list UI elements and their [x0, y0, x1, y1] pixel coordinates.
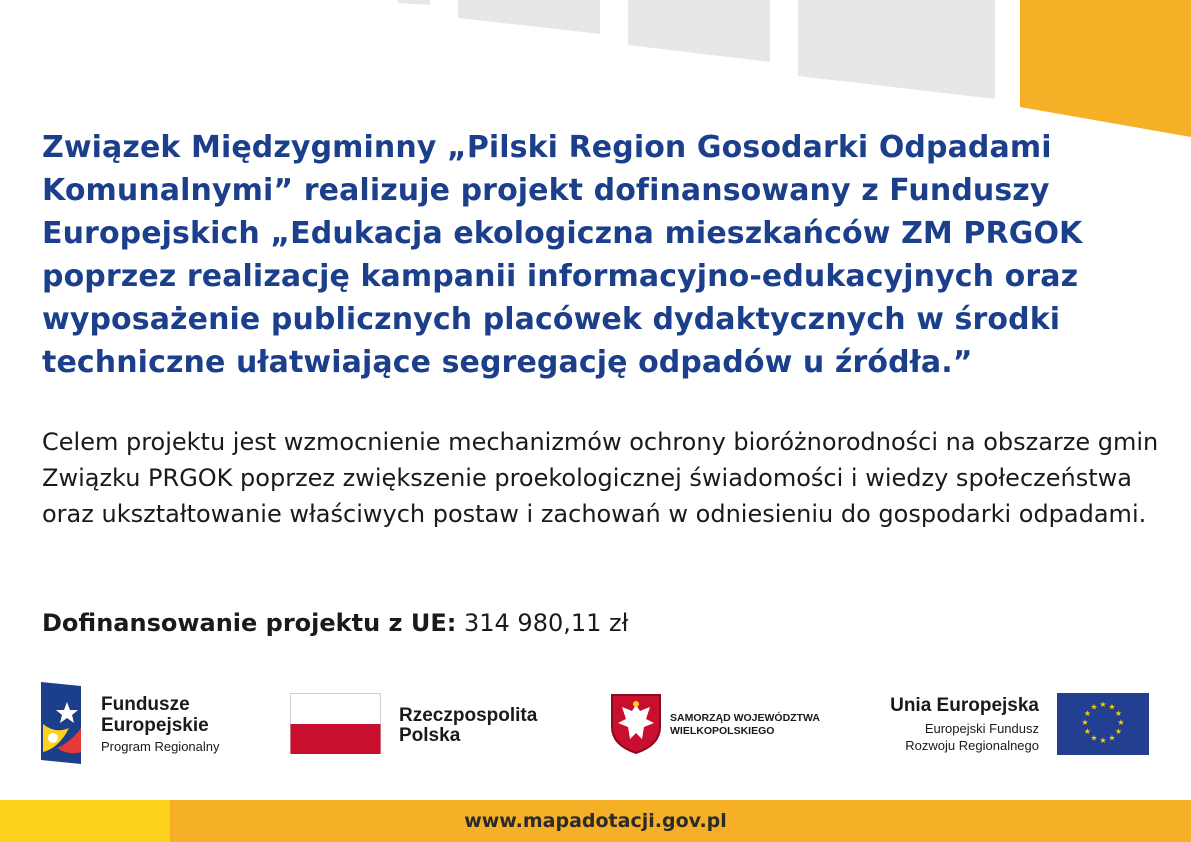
deco-gray-3 [628, 0, 770, 62]
svg-text:★: ★ [1081, 718, 1089, 727]
project-description: Celem projektu jest wzmocnienie mechanizmów ochrony bioróżnorodności na obszarze gmin Związku PRGOK poprzez zwiększenie proekologicznej świadomości i wiedzy społeczeństwa oraz ukształtowanie właściwych postaw i zachowań w odniesieniu do gospodarki odpadami. [42, 428, 1159, 528]
polish-flag-icon [290, 693, 382, 755]
svg-text:★: ★ [1108, 702, 1116, 712]
deco-orange [1020, 0, 1191, 137]
funding-amount: 314 980,11 zł [463, 609, 629, 637]
fe-line1: Fundusze [101, 694, 190, 715]
funding-label: Dofinansowanie projektu z UE: [42, 609, 457, 637]
svg-text:★: ★ [1114, 727, 1123, 736]
fe-emblem-icon [41, 682, 85, 764]
eu-flag-icon [1057, 693, 1149, 755]
rp-line2: Polska [399, 725, 461, 746]
ue-line2: Europejski Fundusz [924, 721, 1039, 736]
ue-line1: Unia Europejska [890, 695, 1039, 716]
svg-text:★: ★ [1083, 727, 1092, 736]
ue-line3: Rozwoju Regionalnego [905, 738, 1039, 753]
wlkp-line2: WIELKOPOLSKIEGO [670, 725, 775, 737]
top-decoration [0, 0, 1191, 140]
svg-text:★: ★ [1083, 709, 1092, 718]
svg-text:★: ★ [1114, 709, 1123, 718]
svg-text:★: ★ [1090, 702, 1098, 712]
svg-text:★: ★ [1090, 733, 1098, 743]
wlkp-line1: SAMORZĄD WOJEWÓDZTWA [670, 712, 820, 724]
deco-gray-2 [458, 0, 600, 34]
fe-line2: Europejskie [101, 715, 209, 736]
svg-text:★: ★ [1117, 718, 1125, 727]
funding-line [42, 605, 628, 641]
svg-text:★: ★ [1099, 700, 1107, 709]
eagle-shield-icon [610, 693, 662, 755]
svg-text:★: ★ [1099, 736, 1107, 745]
deco-gray-4 [798, 0, 995, 99]
fe-line3: Program Regionalny [101, 739, 220, 754]
deco-gray-1 [398, 0, 430, 5]
footer-url-link[interactable]: www.mapadotacji.gov.pl [464, 810, 727, 832]
svg-text:★: ★ [1108, 733, 1116, 743]
rp-line1: Rzeczpospolita [399, 705, 538, 726]
project-title: Związek Międzygminny „Pilski Region Gosodarki Odpadami Komunalnymi” realizuje projekt dofinansowany z Funduszy Europejskich „Edukacja ekologiczna mieszkańców ZM PRGOK poprzez realizację kampanii informacyjno-edukacyjnych oraz wyposażenie publicznych placówek dydaktycznych w środki techniczne ułatwiające segregację odpadów u źródła.” [42, 130, 1083, 380]
